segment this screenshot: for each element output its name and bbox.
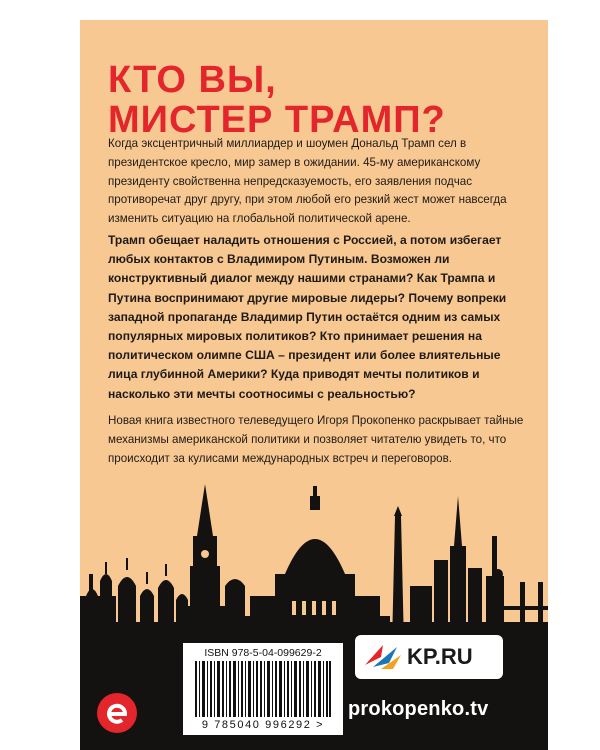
intro-paragraph: Когда эксцентричный миллиардер и шоумен Дональд Трамп сел в президентское кресло, мир замер в ожидании. 45-му американскому президенту свойственна непредсказуемость, его заявления подчас противоречат друг другу, при этом любой его резкий жест может навсегда изменить ситуацию на глобальной политической арене.	[108, 137, 507, 226]
questions-paragraph: Трамп обещает наладить отношения с Россией, а потом избегает любых контактов с Владимиром Путиным. Возможен ли конструктивный диалог между нашими странами? Как Трампа и Путина воспринимают другие мировые лидеры? Почему вопреки западной пропаганде Владимир Путин остаётся одним из самых популярных мировых политиков? Кто принимает решения на политическом олимпе США – президент или более влиятельные лица глубинной Америки? Куда приводят мечты политиков и насколько эти мечты соотносимы с реальностью?	[108, 233, 507, 401]
title-line-2: МИСТЕР ТРАМП?	[108, 99, 446, 141]
summary-paragraph: Новая книга известного телеведущего Игоря Прокопенко раскрывает тайные механизмы американской политики и позволяет читателю увидеть то, что происходит за кулисами международных встреч и переговоров.	[108, 414, 524, 465]
partner-logo-text: KP.RU	[407, 644, 473, 669]
partner-logo	[355, 635, 503, 679]
barcode-digits: 9 785040 996292 >	[201, 719, 325, 731]
kp-bird-icon	[363, 641, 403, 673]
barcode-icon	[195, 661, 331, 717]
publisher-logo-icon	[96, 692, 138, 734]
book-back-cover	[80, 20, 548, 750]
barcode-panel	[183, 643, 343, 735]
city-skyline-silhouette	[80, 476, 548, 646]
title-line-1: КТО ВЫ,	[108, 59, 277, 101]
website-url: prokopenko.tv	[348, 698, 489, 720]
isbn-label: ISBN 978-5-04-099629-2	[204, 647, 322, 659]
cover-title	[108, 60, 446, 140]
